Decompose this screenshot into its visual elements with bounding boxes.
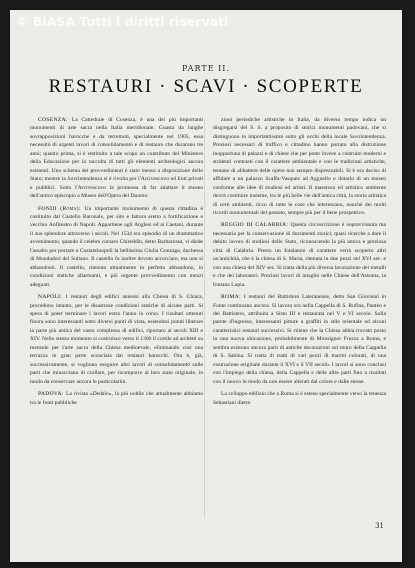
part-heading: PARTE II. [182,64,230,73]
paragraph-lead: NAPOLI: [38,294,66,301]
right-column [213,116,386,524]
paragraph-lead: COSENZA: [38,117,72,123]
watermark-text: © BiASA Tutti i diritti riservati [16,13,229,29]
page-number: 31 [375,522,384,530]
article-paragraph [30,293,203,386]
paragraph-lead: ROMA: [221,294,244,301]
paragraph-text: La sviluppo edilizio che a Roma si è esteso specialmente verso la tenenza Sebastiani dietro [213,391,386,406]
article-paragraph [213,293,386,386]
paragraph-text: I restauri del Battistero Lateranense, detto San Giovanni in Fonte continuano ancora. Si lavora ora nella Cappella di S. Rufina, Panteo e del Battistero, attribuita a Sisto III e restaurata nel V e VI secolo. Sulla parete d'ingresso, interessanti pitture a graffiti in stile orientale ed alcuni caratteristici restauri successivi. Si ritiene che la Chiesa abbia trovato posto in una nuova ubicazione, probabilmente di Monsignor Frezza a Roma, e sembra esistono ancora parti di antiche decorazioni sul muro della Cappella di S. Sabina. Si tratta di tratti di vari pezzi di marmi colorati, di una costruzione originale durante il XVI e il VII secolo. I lavori si sono conclusi con l'impiego della chiesa, della Cappella e delle altre parti fino a risultati con il nuovo in modo da non essere alterati dal colore e dalle stesse. [213,294,386,385]
paragraph-lead: FONDI (Roma): [38,205,85,212]
watermark [12,10,402,32]
article-paragraph [213,390,386,407]
page-title: RESTAURI · SCAVI · SCOPERTE [48,76,364,97]
paragraph-text: Questa circoscrizione è sopravvissuta ma necessaria per la conservazione di documenti storici, quasi ricerche a dare il debito lavoro di studiosi dello Stato, riconoscendo la più antica e preziosa città di Calabria. Presto un fondatore di carattere verrà scoperto altri un'antichità, che è la chiesa di S. Maria, ritenuta in due pezzi nel XVI sec. e con una chiesa del XIV sec. Si tratta della più diversa lavorazione dei metalli e che dei laboratori. Preziosi lavori di intaglio nelle Chiese dell'Assunta, la fontana Lupia. [213,222,386,288]
paragraph-text: La rivista «Dedalo», la più nobile che attualmente abbiamo tra le fonti pubbliche [30,391,203,406]
article-paragraph [30,116,203,201]
paragraph-lead: PADOVA: [38,391,66,398]
paragraph-text: Un importante monumento di questa cittadina è costituito dal Castello Baronale, per sito e fattura eretto a fortificazione e vecchio Anfiteatro di Napoli. Appartiene agli Anglesi ed ai Caetani, durante il suo splendore attraverso i secoli. Nel 1534 era episodio di un drammatico avvenimento, quando il celebre corsaro Chireddin, detto Barbarossa, vi diede l'assalto per portare a Costantinopoli la bellissima Giulia Gonzaga, duchessa di Mondadori del Sultano. Il castello fu inoltre dovuto accorciare, ma non si abbandonò. Il castello, ritenuto attualmente in perfetto abbandono, in condizioni statiche allarmanti, e più urgente provvedimento con mezzi adeguati. [30,205,203,288]
left-column [30,116,203,524]
paragraph-lead: REGGIO DI CALABRIA: [221,222,291,229]
article-columns [30,116,386,524]
document-page [10,10,402,562]
paragraph-text: La Cattedrale di Cosenza, è una dei più importanti monumenti di arte sacra nella Italia meridionale. Guasta da lunghe sovrapposizioni barocche e da terremoti, specialmente nel 1905, essa necessitò di urgenti lavori di consolidamento e di restauro che durarono tre anni; quanto prima, si è restituito a tale scopo un contributo del Ministero della Educazione per la raccolta di tutti gli elementi archeologici ancora esistenti. Uno schema dei provvedimenti è stato messo a disposizione dello Stato; mentre la Sovrintendenza si è rivolta per l'Arcivescovo ed Enti privati e pubblici. Sotto l'Arcivescovo la promessa di far adattare il museo dell'antico episcopio a Museo dell'Opera del Duomo. [30,117,203,200]
article-paragraph [213,116,386,217]
article-paragraph [30,205,203,290]
article-paragraph [213,221,386,289]
paragraph-text: zioni periodiche artistiche in Italia, da diverso tempo indica un disgregarsi del S. S. a proposito di storici monumenti padovani, che si distinguono in importantissimi sotto gli occhi della locale Sovrintendenza. Preziosi necessari di traffico e cittadino hanno portato alla distruzione inopportuna di palazzi e di chiese che per poter invece a costruire moderni e stridenti contrasti con il carattere ambientale e con le tradizioni artistiche, tentano di abbattere delle opere non sempre disprezzabili. Si è ora deciso di affidare a un palazzo Scaffa-Vasquez ad Agguello e dotarlo di un museo conforme alle idee di studiosi ed artisti. Il maestoso ed artistico ambiente dovrà costituire insieme, tra le più belle vie dell'antica città, la storia artistica di certi ambienti, ricco di tutte le cose che interessano, nonché dei molti ricordi monumentali del passato, sempre più per il bene prospettivo. [213,117,386,216]
article-paragraph [30,390,203,407]
paragraph-text: I restauri degli edifici annessi alla Chiesa di S. Chiara, procedono intanto, per le disastrose condizioni statiche di alcune parti. Si spera di poter terminare i lavori entro l'anno in corso. I risultati ottenuti finora sono interessanti sotto diversi punti di vista, essendosi potuti liberare la parte più antica del vasto complesso di edifici, riportato ai secoli XIII e XIV. Nello stesso momento si costruisce verso il 1300 il cortile ad archetti su mensole per l'arte sacra della Chiesa medioevale, eliminando così una terrazza in gran parte sconciata dai restauri barocchi. Ora è, già, successivamente, si vogliono eseguire altri lavori di consolidamento sulle parti che minacciano di crollare, per ricomporre al loro stato originale, in modo da conservare ancora le particolarità. [30,294,203,385]
